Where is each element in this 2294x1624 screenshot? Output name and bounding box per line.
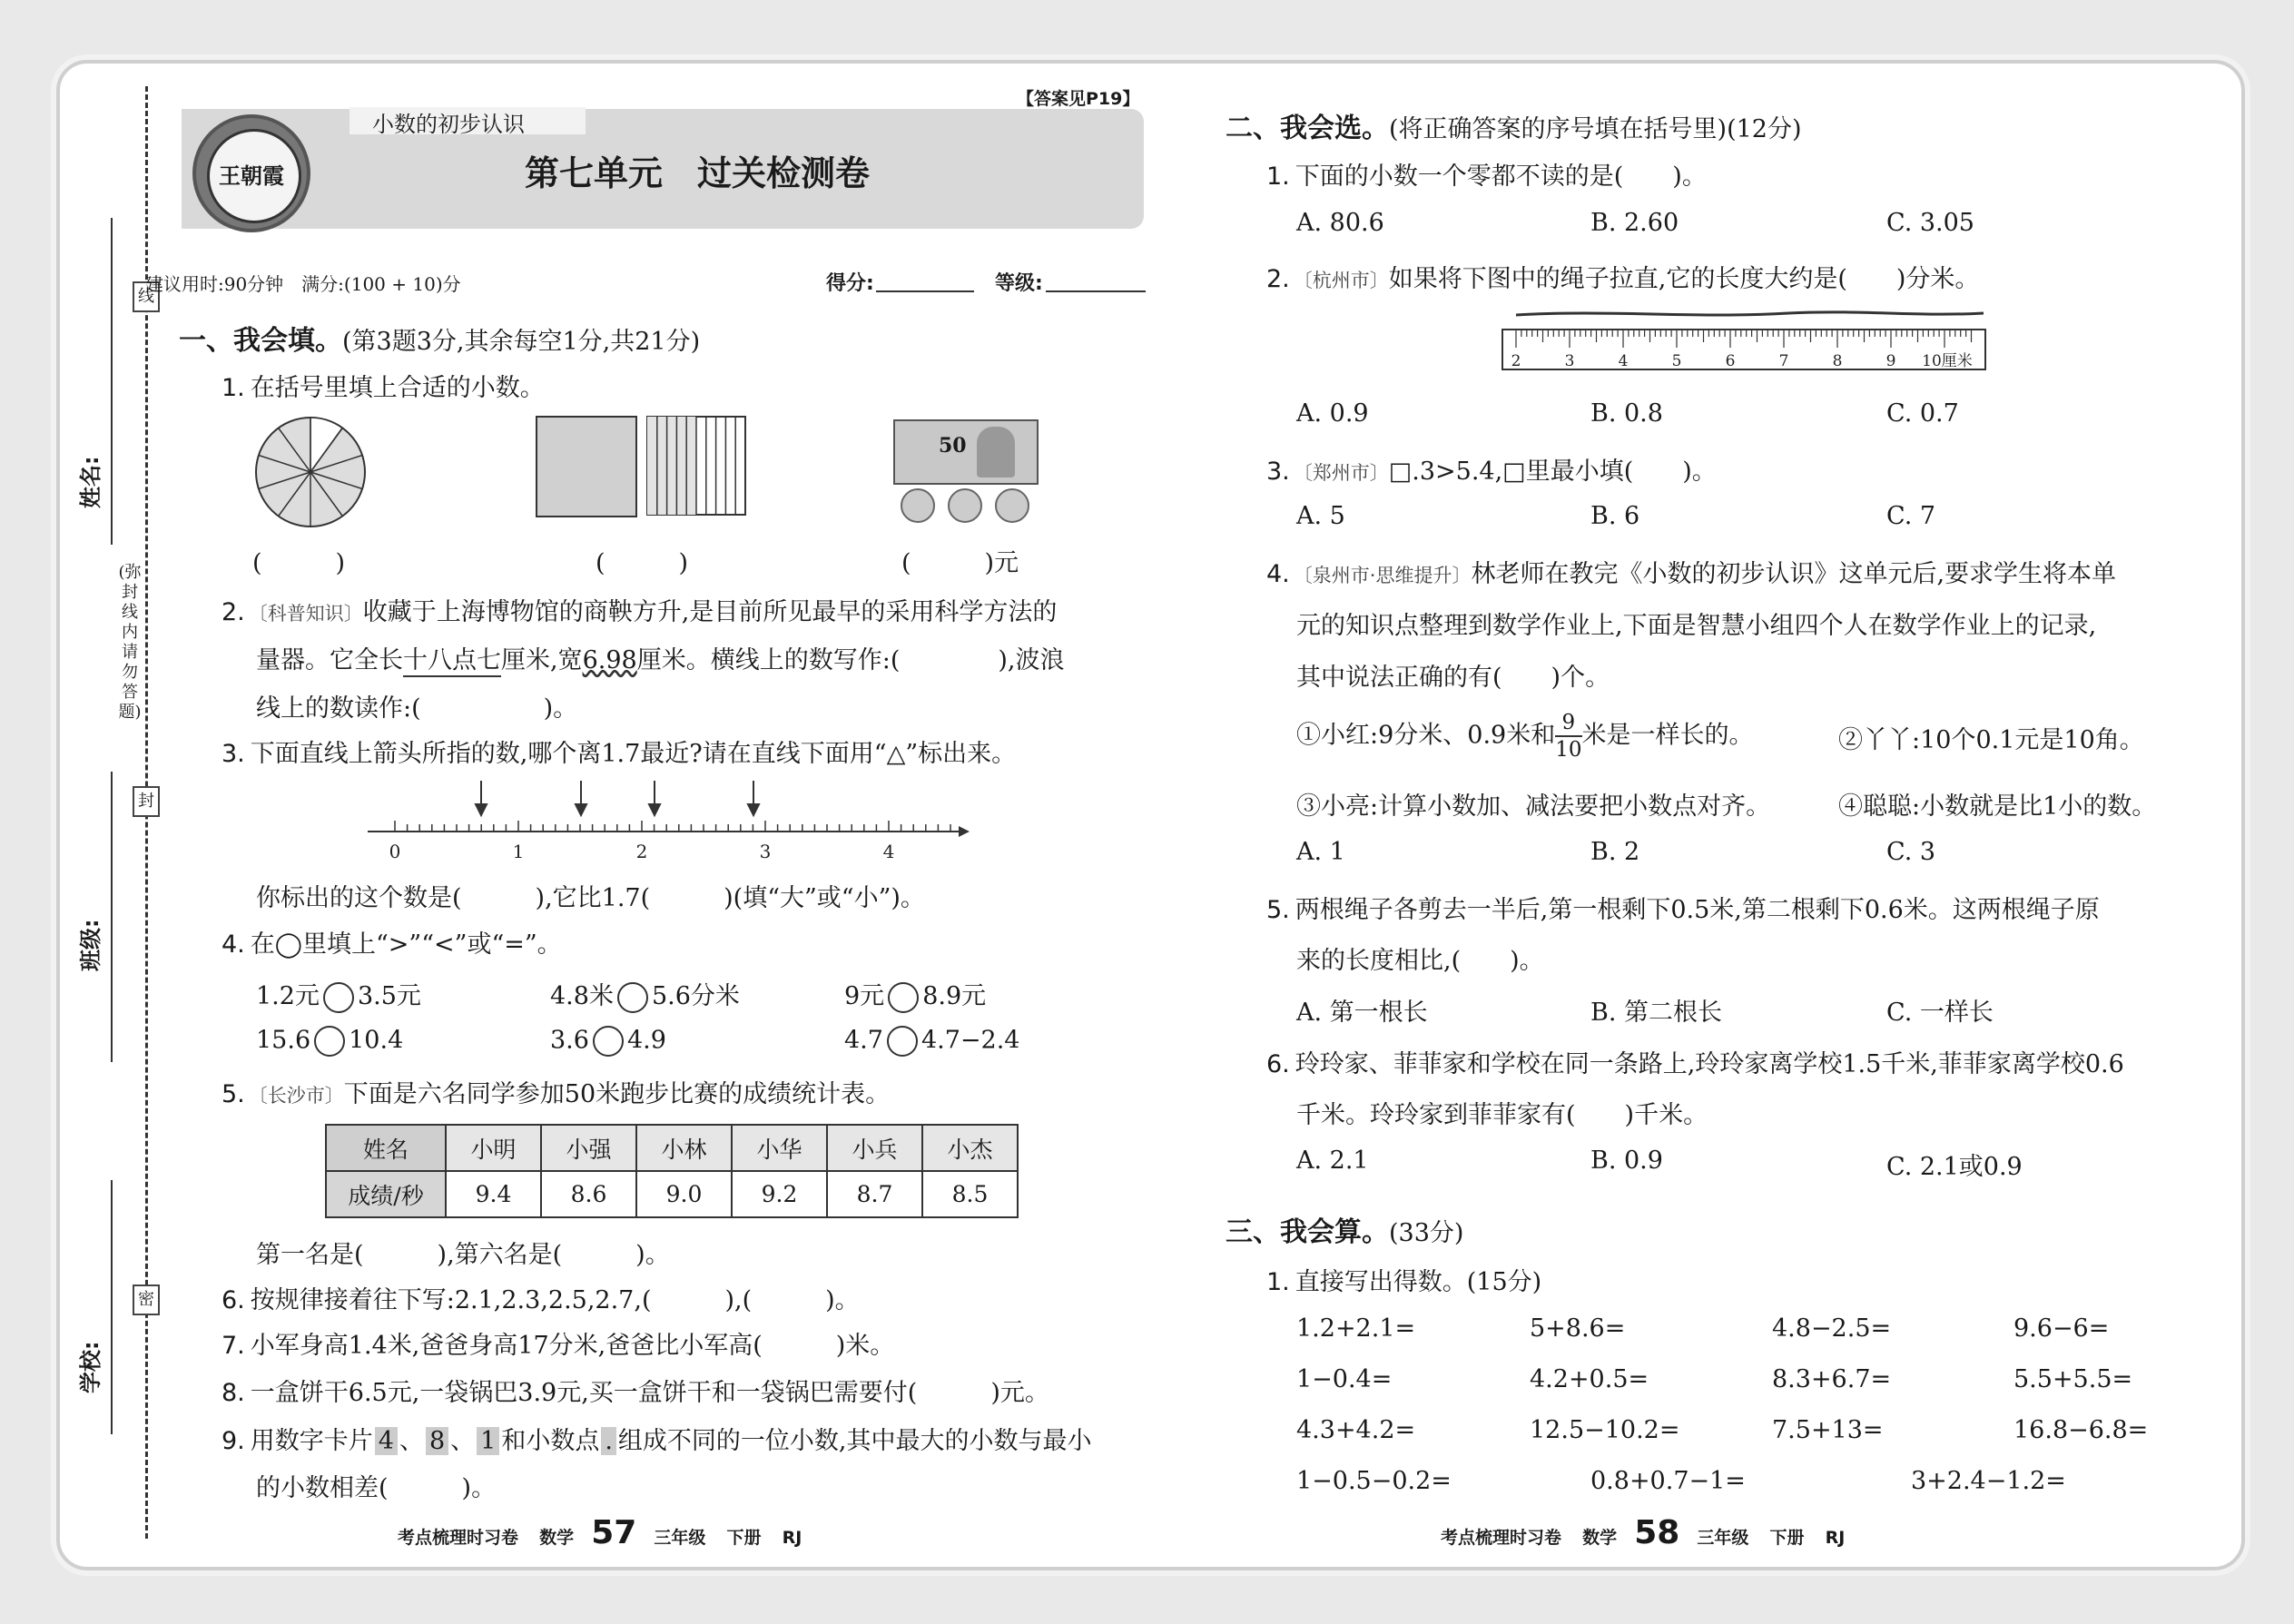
q3-number: 3. <box>222 740 245 768</box>
choice-q4-number: 4. <box>1266 560 1290 588</box>
exam-info: 建议用时:90分钟 满分:(100 + 10)分 <box>145 273 461 295</box>
binding-mark-mi: 密 <box>133 1284 160 1315</box>
number-line-label: 4 <box>882 841 895 862</box>
compare-item <box>256 1026 403 1057</box>
option-b[interactable]: B. 0.8 <box>1590 399 1663 428</box>
section-3-title: 三、我会算。 <box>1226 1216 1389 1248</box>
page-title: 第七单元 过关检测卷 <box>525 153 871 193</box>
calc-item[interactable]: 0.8+0.7−1= <box>1590 1467 1746 1495</box>
q8-number: 8. <box>222 1379 245 1407</box>
compare-left: 4.7 <box>844 1026 883 1055</box>
section-3-heading <box>1226 1209 1463 1249</box>
table-cell: 8.6 <box>541 1171 636 1217</box>
q2-underlined-number: 十八点七 <box>403 640 501 677</box>
footer-edition: RJ <box>1825 1528 1846 1548</box>
ruler-label: 8 <box>1832 352 1843 370</box>
calc-item[interactable]: 1−0.4= <box>1296 1365 1393 1393</box>
q4-text: 在◯里填上“>”“<”或“=”。 <box>250 930 562 959</box>
q9-number: 9. <box>222 1427 245 1455</box>
choice-q3 <box>1266 451 1717 487</box>
choice-q4-tag: 〔泉州市·思维提升〕 <box>1293 565 1472 586</box>
q1-text: 在括号里填上合适的小数。 <box>250 374 545 402</box>
choice-q6-text: 玲玲家、菲菲家和学校在同一条路上,玲玲家离学校1.5千米,菲菲家离学校0.6 <box>1295 1050 2124 1078</box>
ruler-label: 3 <box>1564 352 1575 370</box>
fraction-denominator: 10 <box>1555 738 1582 762</box>
option-a[interactable]: A. 1 <box>1296 838 1345 866</box>
q5-text: 下面是六名同学参加50米跑步比赛的成绩统计表。 <box>343 1080 891 1108</box>
q9-text: 和小数点 <box>501 1427 600 1455</box>
class-label: 班级: <box>78 919 103 971</box>
compare-right: 4.7−2.4 <box>921 1026 1020 1055</box>
choice-q5 <box>1266 890 2100 925</box>
choice-q3-tag: 〔郑州市〕 <box>1293 462 1389 484</box>
q3-answer: 你标出的这个数是( ),它比1.7( )(填“大”或“小”)。 <box>256 884 925 912</box>
option-c[interactable]: C. 0.7 <box>1886 399 1959 428</box>
full-square-figure <box>536 416 637 517</box>
banknote-icon <box>893 419 1039 485</box>
calc-item[interactable]: 12.5−10.2= <box>1530 1416 1680 1444</box>
calc-item[interactable]: 4.8−2.5= <box>1772 1314 1892 1343</box>
q6-number: 6. <box>222 1286 245 1314</box>
option-b[interactable]: B. 2.60 <box>1590 209 1679 237</box>
fraction <box>1555 710 1581 763</box>
table-cell: 小强 <box>541 1125 636 1171</box>
option-c[interactable]: C. 3 <box>1886 838 1936 866</box>
q6 <box>222 1280 860 1315</box>
number-line[interactable] <box>363 772 971 862</box>
footer-right <box>1441 1514 1845 1551</box>
q2-line-3: 线上的数读作:( )。 <box>256 694 578 723</box>
compare-circle[interactable] <box>323 982 354 1013</box>
q1-number: 1. <box>222 374 245 402</box>
choice-q1-text: 下面的小数一个零都不读的是( )。 <box>1295 162 1707 191</box>
q2-line-2 <box>256 640 1064 677</box>
compare-left: 9元 <box>844 982 885 1010</box>
header-subtitle: 小数的初步认识 <box>372 112 525 137</box>
compare-circle[interactable] <box>593 1026 624 1057</box>
answer-reference: 【答案见P19】 <box>1017 89 1140 109</box>
q1 <box>222 368 545 403</box>
choice-q4-text: 林老师在教完《小数的初步认识》这单元后,要求学生将本单 <box>1471 560 2117 588</box>
compare-circle[interactable] <box>314 1026 345 1057</box>
school-label: 学校: <box>78 1341 103 1393</box>
option-a[interactable]: A. 80.6 <box>1296 209 1384 237</box>
option-b[interactable]: B. 6 <box>1590 502 1640 530</box>
calc-q1 <box>1266 1262 1541 1297</box>
compare-right: 4.9 <box>626 1026 666 1055</box>
coin-icon <box>995 488 1029 523</box>
choice-q4-line-2: 元的知识点整理到数学作业上,下面是智慧小组四个人在数学作业上的记录, <box>1296 612 2097 640</box>
option-a[interactable]: A. 第一根长 <box>1296 999 1428 1027</box>
binding-mark-feng: 封 <box>133 786 160 817</box>
footer-left <box>398 1514 802 1551</box>
digit-card: 1 <box>477 1427 499 1455</box>
footer-subject: 数学 <box>539 1528 575 1548</box>
table-cell: 9.0 <box>636 1171 732 1217</box>
number-line-label: 2 <box>635 841 648 862</box>
option-b[interactable]: B. 0.9 <box>1590 1147 1663 1175</box>
calc-q1-number: 1. <box>1266 1268 1290 1296</box>
choice-q6-line-2: 千米。玲玲家到菲菲家有( )千米。 <box>1296 1101 1708 1129</box>
name-label: 姓名: <box>78 456 103 508</box>
choice-q4 <box>1266 554 2116 589</box>
q4 <box>222 924 562 960</box>
choice-q4-line-3: 其中说法正确的有( )个。 <box>1296 664 1610 692</box>
q9-separator: 、 <box>450 1427 476 1455</box>
compare-item <box>256 976 421 1013</box>
ruler-label: 7 <box>1778 352 1789 370</box>
option-c[interactable]: C. 2.1或0.9 <box>1886 1153 2023 1181</box>
choice-q2-text: 如果将下图中的绳子拉直,它的长度大约是( )分米。 <box>1388 265 1980 293</box>
ruler-label: 5 <box>1671 352 1682 370</box>
choice-q1-number: 1. <box>1266 162 1290 191</box>
footer-grade: 三年级 <box>654 1528 706 1548</box>
table-cell: 9.4 <box>446 1171 541 1217</box>
q9-line-2: 的小数相差( )。 <box>256 1474 497 1502</box>
footer-volume: 下册 <box>1769 1528 1805 1548</box>
ruler-label: 2 <box>1511 352 1521 370</box>
ruler-label: 4 <box>1618 352 1629 370</box>
digit-card: 4 <box>375 1427 398 1455</box>
choice-q5-text: 两根绳子各剪去一半后,第一根剩下0.5米,第二根剩下0.6米。这两根绳子原 <box>1295 896 2100 924</box>
calc-item[interactable]: 4.3+4.2= <box>1296 1416 1416 1444</box>
q2-text: 收藏于上海博物馆的商鞅方升,是目前所见最早的采用科学方法的 <box>362 598 1058 626</box>
compare-right: 5.6分米 <box>651 982 740 1010</box>
q6-text: 按规律接着往下写:2.1,2.3,2.5,2.7,( ),( )。 <box>250 1286 860 1314</box>
compare-item <box>550 1026 666 1057</box>
footer-book: 考点梳理时习卷 <box>398 1528 519 1548</box>
compare-left: 4.8米 <box>550 982 614 1010</box>
table-cell: 8.5 <box>922 1171 1018 1217</box>
q7-text: 小军身高1.4米,爸爸身高17分米,爸爸比小军高( )米。 <box>250 1332 895 1360</box>
table-cell: 小杰 <box>922 1125 1018 1171</box>
table-cell: 9.2 <box>732 1171 827 1217</box>
compare-left: 15.6 <box>256 1026 311 1055</box>
footer-volume: 下册 <box>726 1528 762 1548</box>
name-line[interactable] <box>111 218 113 545</box>
q8 <box>222 1373 1049 1408</box>
calc-q1-text: 直接写出得数。(15分) <box>1295 1268 1542 1296</box>
number-line-label: 1 <box>512 841 525 862</box>
calc-item[interactable]: 4.2+0.5= <box>1530 1365 1649 1393</box>
grade-field[interactable] <box>1046 290 1146 292</box>
coin-icon <box>948 488 982 523</box>
footer-edition: RJ <box>782 1528 802 1548</box>
number-line-label: 3 <box>759 841 772 862</box>
score-table <box>325 1124 1019 1218</box>
option-b[interactable]: B. 第二根长 <box>1590 999 1723 1027</box>
section-1-title: 一、我会填。 <box>179 325 342 357</box>
q9-text: 用数字卡片 <box>250 1427 373 1455</box>
table-header-cell: 姓名 <box>326 1125 446 1171</box>
choice-q5-number: 5. <box>1266 896 1290 924</box>
statement-2: ②丫丫:10个0.1元是10角。 <box>1838 726 2144 754</box>
statement-3: ③小亮:计算小数加、减法要把小数点对齐。 <box>1296 792 1771 821</box>
decimal-point-card: . <box>601 1427 616 1455</box>
logo-text: 王朝霞 <box>219 162 284 189</box>
choice-q5-line-2: 来的长度相比,( )。 <box>1296 947 1544 975</box>
q2-tag: 〔科普知识〕 <box>248 603 363 625</box>
q2-text: 厘米,宽 <box>501 646 583 674</box>
statement-text: ①小红:9分米、0.9米和 <box>1296 721 1556 750</box>
q8-text: 一盒饼干6.5元,一袋锅巴3.9元,买一盒饼干和一袋锅巴需要付( )元。 <box>250 1379 1049 1407</box>
calc-item[interactable]: 5.5+5.5= <box>2013 1365 2133 1393</box>
compare-item <box>844 1026 1019 1057</box>
q2-number: 2. <box>222 598 245 626</box>
option-a[interactable]: A. 0.9 <box>1296 399 1369 428</box>
compare-item <box>844 976 986 1013</box>
q3-text: 下面直线上箭头所指的数,哪个离1.7最近?请在直线下面用“△”标出来。 <box>250 740 1017 768</box>
choice-q2-tag: 〔杭州市〕 <box>1293 270 1389 291</box>
pie-figure <box>252 414 369 530</box>
q2-line-1 <box>222 592 1057 627</box>
option-c[interactable]: C. 一样长 <box>1886 999 1994 1027</box>
q2-text: 量器。它全长 <box>256 646 403 674</box>
choice-q3-text: □.3>5.4,□里最小填( )。 <box>1388 458 1717 486</box>
q5 <box>222 1074 890 1109</box>
score-field[interactable] <box>876 290 974 292</box>
seal-warning: (弥封线内请勿答题) <box>118 563 142 722</box>
table-cell: 小华 <box>732 1125 827 1171</box>
section-1-note: (第3题3分,其余每空1分,共21分) <box>342 328 701 356</box>
calc-item[interactable]: 5+8.6= <box>1530 1314 1626 1343</box>
footer-subject: 数学 <box>1582 1528 1618 1548</box>
q7-number: 7. <box>222 1332 245 1360</box>
table-cell: 小兵 <box>827 1125 922 1171</box>
ruler-label: 9 <box>1885 352 1896 370</box>
choice-q6 <box>1266 1044 2124 1079</box>
compare-circle[interactable] <box>887 1026 918 1057</box>
q2-wavy-number: 6.98 <box>582 646 637 674</box>
q1-blank-3[interactable]: ( )元 <box>901 549 1019 577</box>
table-cell: 小明 <box>446 1125 541 1171</box>
compare-circle[interactable] <box>617 982 648 1013</box>
ruler-with-rope <box>1498 304 1993 377</box>
section-2-title: 二、我会选。 <box>1226 113 1389 144</box>
q7 <box>222 1325 894 1361</box>
brand-logo <box>192 114 310 232</box>
table-cell: 小林 <box>636 1125 732 1171</box>
q4-number: 4. <box>222 930 245 959</box>
option-c[interactable]: C. 3.05 <box>1886 209 1974 237</box>
compare-right: 10.4 <box>349 1026 404 1055</box>
fraction-numerator: 9 <box>1555 710 1581 737</box>
option-a[interactable]: A. 5 <box>1296 502 1345 530</box>
digit-card: 8 <box>426 1427 448 1455</box>
q5-tag: 〔长沙市〕 <box>248 1085 344 1107</box>
class-line[interactable] <box>111 772 113 1062</box>
coin-icon <box>901 488 935 523</box>
option-b[interactable]: B. 2 <box>1590 838 1640 866</box>
section-2-note: (将正确答案的序号填在括号里)(12分) <box>1389 115 1802 143</box>
q1-blank-1[interactable]: ( ) <box>252 549 346 577</box>
q2-text: 厘米。横线上的数写作:( ),波浪 <box>636 646 1065 674</box>
score-label: 得分: <box>826 272 874 295</box>
section-2-heading <box>1226 105 1802 145</box>
section-3-note: (33分) <box>1389 1219 1464 1247</box>
q5-answer: 第一名是( ),第六名是( )。 <box>256 1241 670 1269</box>
option-c[interactable]: C. 7 <box>1886 502 1936 530</box>
choice-q1 <box>1266 156 1707 192</box>
compare-item <box>550 976 740 1013</box>
q1-blank-2[interactable]: ( ) <box>596 549 689 577</box>
q9-text: 组成不同的一位小数,其中最大的小数与最小 <box>617 1427 1092 1455</box>
footer-grade: 三年级 <box>1697 1528 1749 1548</box>
table-row <box>326 1125 1018 1171</box>
banknote-value: 50 <box>939 434 967 458</box>
number-line-label: 0 <box>389 841 401 862</box>
page-number: 58 <box>1634 1514 1680 1551</box>
compare-right: 8.9元 <box>922 982 987 1010</box>
table-cell: 8.7 <box>827 1171 922 1217</box>
grade-label: 等级: <box>995 272 1043 295</box>
statement-1 <box>1296 710 1754 763</box>
calc-item[interactable]: 8.3+6.7= <box>1772 1365 1892 1393</box>
binding-mark-xian: 线 <box>133 281 160 312</box>
page-number: 57 <box>591 1514 637 1551</box>
q3 <box>222 733 1016 769</box>
striped-square-figure <box>646 416 748 517</box>
section-1-heading <box>179 318 700 358</box>
footer-book: 考点梳理时习卷 <box>1441 1528 1562 1548</box>
q9 <box>222 1421 1092 1456</box>
choice-q6-number: 6. <box>1266 1050 1290 1078</box>
calc-item[interactable]: 9.6−6= <box>2013 1314 2110 1343</box>
q9-separator: 、 <box>399 1427 424 1455</box>
compare-left: 3.6 <box>550 1026 589 1055</box>
calc-item[interactable]: 1.2+2.1= <box>1296 1314 1416 1343</box>
choice-q2-number: 2. <box>1266 265 1290 293</box>
calc-item[interactable]: 3+2.4−1.2= <box>1911 1467 2066 1495</box>
school-line[interactable] <box>111 1180 113 1434</box>
calc-item[interactable]: 1−0.5−0.2= <box>1296 1467 1452 1495</box>
ruler-label: 6 <box>1725 352 1736 370</box>
calc-item[interactable]: 16.8−6.8= <box>2013 1416 2149 1444</box>
compare-right: 3.5元 <box>357 982 421 1010</box>
calc-item[interactable]: 7.5+13= <box>1772 1416 1884 1444</box>
option-a[interactable]: A. 2.1 <box>1296 1147 1369 1175</box>
q5-number: 5. <box>222 1080 245 1108</box>
ruler-label: 10厘米 <box>1922 352 1973 370</box>
table-row <box>326 1171 1018 1217</box>
statement-4: ④聪聪:小数就是比1小的数。 <box>1838 792 2157 821</box>
statement-text: 米是一样长的。 <box>1581 721 1754 750</box>
compare-left: 1.2元 <box>256 982 320 1010</box>
table-header-cell: 成绩/秒 <box>326 1171 446 1217</box>
choice-q3-number: 3. <box>1266 458 1290 486</box>
choice-q2 <box>1266 259 1979 294</box>
compare-circle[interactable] <box>888 982 919 1013</box>
